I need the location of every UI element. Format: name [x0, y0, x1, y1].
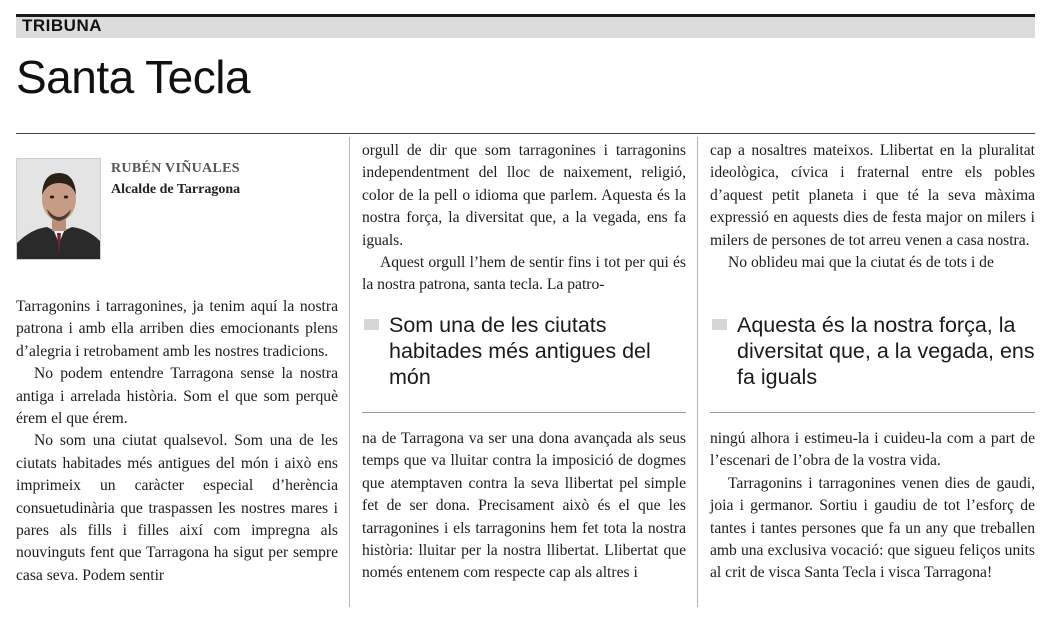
paragraph: cap a nosaltres mateixos. Llibertat en la pluralitat ideològica, cívica i fraternal entre els pobles d’aquest petit planeta i que té la seva màxima expressió en aquests dies de festa major on milers i milers de persones de tot arreu venen a casa nostra. — [710, 142, 1035, 249]
paragraph: na de Tarragona va ser una dona avançada als seus temps que va lluitar contra la imposició de dogmes que atemptaven contra la seva llibertat pel simple fet de ser dona. Precisament això és el que les tarragonines i els tarragonins hem fet tota la nostra història: lluitar per la nostra llibertat. Llibertat que només entenem com respecte cap als altres i — [362, 430, 686, 582]
column-3-text-bottom — [710, 428, 1035, 585]
paragraph: No som una ciutat qualsevol. Som una de les ciutats habitades més antigues del món i això ens imprimeix un caràcter especial d’herència consuetudinària que traspassen les nostres mares i pares als fills i filles així com impregna als nouvinguts fent que Tarragona ha sigut per sempre casa seva. Podem sentir — [16, 432, 338, 584]
paragraph: No oblideu mai que la ciutat és de tots i de — [728, 254, 994, 272]
article-headline: Santa Tecla — [16, 51, 251, 103]
column-2-text-bottom — [362, 428, 686, 585]
column-1-text — [16, 296, 338, 587]
paragraph: Tarragonins i tarragonines venen dies de gaudi, joia i germanor. Sortiu i gaudiu de tot l’esforç de tantes i tantes persones que fa un any que treballen amb una exclusiva vocació: que sigueu feliços units al crit de visca Santa Tecla i visca Tarragona! — [710, 474, 1035, 582]
pullquote-1: Som una de les ciutats habitades més antigues del món — [389, 313, 651, 389]
author-photo — [16, 158, 101, 260]
paragraph: Tarragonins i tarragonines, ja tenim aquí la nostra patrona i amb ella arriben dies emocionants plens d’alegria i retrobament amb les nostres tradicions. — [16, 298, 338, 360]
column-2-text-top — [362, 140, 686, 297]
paragraph: No podem entendre Tarragona sense la nostra antiga i arrelada història. Som el que som perquè érem el que érem. — [16, 365, 338, 428]
paragraph: ningú alhora i estimeu-la i cuideu-la com a part de l’escenari de l’obra de la vostra vida. — [710, 430, 1035, 470]
author-role: Alcalde de Tarragona — [111, 182, 241, 197]
column-divider-2 — [697, 137, 698, 607]
pullquote-rule — [362, 412, 686, 413]
pullquote-rule — [710, 412, 1035, 413]
section-band — [16, 14, 1035, 38]
headline-rule — [16, 133, 1035, 134]
pullquote-marker — [712, 319, 727, 330]
author-portrait-icon — [17, 159, 101, 260]
section-label: TRIBUNA — [22, 16, 102, 35]
column-3-text-top — [710, 140, 1035, 274]
column-divider-1 — [349, 137, 350, 607]
pullquote-marker — [364, 319, 379, 330]
author-name: RUBÉN VIÑUALES — [111, 161, 240, 176]
paragraph: Aquest orgull l’hem de sentir fins i tot per qui és la nostra patrona, santa tecla. La patro- — [362, 254, 686, 294]
paragraph: orgull de dir que som tarragonines i tarragonins independentment del lloc de naixement, religió, color de la pell o idioma que parlem. Aquesta és la nostra força, la diversitat que, a la vegada, ens fa iguals. — [362, 142, 686, 249]
pullquote-2: Aquesta és la nostra força, la diversitat que, a la vegada, ens fa iguals — [737, 313, 1035, 389]
